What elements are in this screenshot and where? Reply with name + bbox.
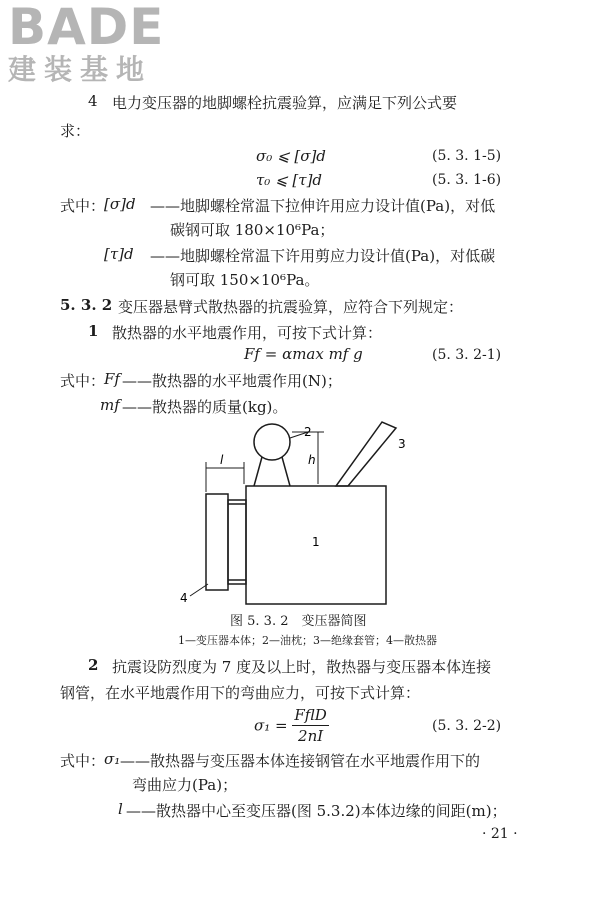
where1-sigma-symbol: [σ]d <box>104 195 136 213</box>
eq-532-2-fraction <box>292 706 328 745</box>
eq-532-2-denominator: 2nI <box>298 727 324 745</box>
logo-subtitle: 建装基地 <box>8 53 153 86</box>
where3-prefix: 式中： <box>60 752 106 770</box>
insulating-bushing <box>336 422 396 486</box>
eq-532-2 <box>254 706 329 745</box>
item4-number: 4 <box>88 92 98 110</box>
transformer-diagram <box>170 418 430 608</box>
radiator <box>206 494 228 590</box>
eq-532-2-lhs: σ₁ = <box>254 716 288 735</box>
where1-tau-def-line2: 钢可取 150×10⁶Pa。 <box>170 271 320 289</box>
fig-label-1: 1 <box>312 535 320 549</box>
fig-label-2: 2 <box>304 425 312 439</box>
eq-531-5-number: (5. 3. 1-5) <box>432 148 502 164</box>
item1-number: 1 <box>88 322 99 340</box>
where1-prefix: 式中： <box>60 197 106 215</box>
where2-prefix: 式中： <box>60 372 106 390</box>
item4-line1: 电力变压器的地脚螺栓抗震验算，应满足下列公式要 <box>112 94 458 112</box>
figure-caption: 图 5. 3. 2 变压器简图 <box>230 614 367 629</box>
fig-label-l: l <box>220 453 224 467</box>
where3-sigma1-symbol: σ₁ <box>104 750 121 768</box>
where3-l-symbol: l <box>118 800 123 818</box>
where2-mf-def: ——散热器的质量(kg)。 <box>122 398 288 416</box>
eq-531-6: τ₀ ⩽ [τ]d <box>256 171 323 189</box>
where3-l-def: ——散热器中心至变压器(图 5.3.2)本体边缘的间距(m)； <box>126 802 507 820</box>
fig-label-4: 4 <box>180 591 188 605</box>
eq-532-1: Ff = αmax mf g <box>244 345 363 363</box>
logo-wordmark: BADE <box>8 0 165 56</box>
figure-legend: 1—变压器本体；2—油枕；3—绝缘套管；4—散热器 <box>178 634 437 647</box>
oil-conservator <box>254 424 290 460</box>
where1-tau-symbol: [τ]d <box>104 245 134 263</box>
where3-sigma1-def-line2: 弯曲应力(Pa)； <box>132 776 238 794</box>
item1-text: 散热器的水平地震作用，可按下式计算： <box>112 324 383 342</box>
item2-number: 2 <box>88 656 99 674</box>
item2-line1: 抗震设防烈度为 7 度及以上时，散热器与变压器本体连接 <box>112 658 492 676</box>
eq-532-2-number: (5. 3. 2-2) <box>432 718 502 734</box>
page-number: · 21 · <box>482 826 518 842</box>
where2-ff-def: ——散热器的水平地震作用(N)； <box>122 372 342 390</box>
item4-line2: 求： <box>60 122 91 140</box>
eq-531-5: σ₀ ⩽ [σ]d <box>256 147 326 165</box>
where1-sigma-def-line1: ——地脚螺栓常温下拉伸许用应力设计值(Pa)，对低 <box>150 197 496 215</box>
where1-tau-def-line1: ——地脚螺栓常温下许用剪应力设计值(Pa)，对低碳 <box>150 247 496 265</box>
fig-label-3: 3 <box>398 437 406 451</box>
where3-sigma1-def-line1: ——散热器与变压器本体连接钢管在水平地震作用下的 <box>120 752 481 770</box>
fig-label-h: h <box>308 453 316 467</box>
eq-531-6-number: (5. 3. 1-6) <box>432 172 502 188</box>
where2-mf-symbol: mf <box>100 396 120 414</box>
section-532-text: 变压器悬臂式散热器的抗震验算，应符合下列规定： <box>118 298 464 316</box>
eq-532-2-numerator: FflD <box>294 706 327 724</box>
eq-532-1-number: (5. 3. 2-1) <box>432 347 502 363</box>
item2-line2: 钢管，在水平地震作用下的弯曲应力，可按下式计算： <box>60 684 421 702</box>
where2-ff-symbol: Ff <box>104 370 120 388</box>
where1-sigma-def-line2: 碳钢可取 180×10⁶Pa； <box>170 221 335 239</box>
section-532-number: 5. 3. 2 <box>60 296 113 314</box>
